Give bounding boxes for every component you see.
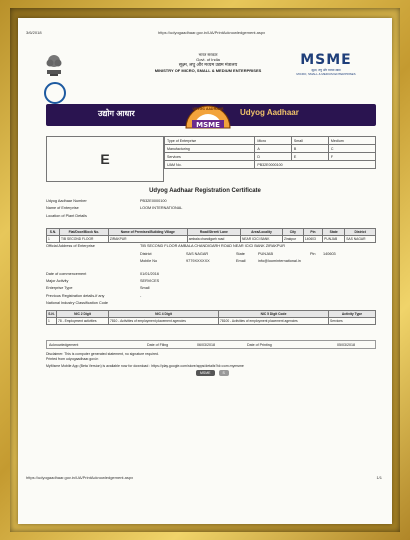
- office-mobile-label: Mobile No: [140, 259, 158, 263]
- seal-msme-text: MSME: [196, 121, 220, 129]
- msme-app-badge[interactable]: MSME: [196, 370, 215, 376]
- filing-date-value: 06/03/2018: [197, 343, 215, 347]
- band-title-hindi: उद्योग आधार: [98, 109, 135, 118]
- app-download-note: MyMsme Mobile App (Beta Version) is available now for download : https://play.google.com/store/apps/details?id=com.mymsme: [46, 364, 244, 368]
- msme-logo: [286, 52, 366, 80]
- ring-logo-icon: [44, 82, 66, 104]
- office-district-value: SAS NAGAR: [186, 252, 209, 256]
- office-pin-label: Pin: [310, 252, 316, 256]
- msme-sub-english: MICRO, SMALL & MEDIUM ENTERPRISES: [296, 72, 356, 76]
- table-row: Manufacturing A B C: [165, 145, 376, 153]
- field-value: LOOM INTERNATIONAL: [140, 206, 183, 210]
- gov-line-english: Govt. of India: [196, 57, 220, 63]
- office-address-label: Official Address of Enterprise: [46, 244, 95, 248]
- table-row: Type of Enterprise Micro Small Medium: [165, 137, 376, 145]
- table-row: UAM No. PB32E0000100: [165, 161, 376, 169]
- field-value: PB32E0000100: [140, 199, 167, 203]
- office-district-label: District: [140, 252, 152, 256]
- msme-sub-hindi: सूक्ष्म, लघु और मध्यम उद्यम: [311, 68, 341, 72]
- nic-code-table: [46, 310, 376, 325]
- office-pin-value: 140603: [323, 252, 336, 256]
- ministry-english: MINISTRY OF MICRO, SMALL & MEDIUM ENTERPRISES: [154, 67, 262, 73]
- field-value: -: [140, 294, 142, 298]
- acknowledgement-row: [46, 340, 376, 349]
- table-row: 1 TIB SECOND FLOOR ZIRAKPUR ambala chandigarh road NEAR ICICI BANK Zirakpur 140603 PUNJAB SAS NAGAR: [47, 236, 376, 243]
- app-badges: [196, 370, 229, 376]
- field-label: Location of Plant Details: [46, 214, 87, 218]
- office-state-value: PUNJAB: [258, 252, 273, 256]
- field-label: Previous Registration details-if any: [46, 294, 105, 298]
- office-address-value: TIB SECOND FLOOR AMBALA CHANDIGARH ROAD NEAR ICICI BANK ZIRAKPUR: [140, 244, 285, 248]
- national-emblem-icon: [44, 52, 64, 78]
- office-mobile-value: 9779XXXXXX: [186, 259, 210, 263]
- field-label: Date of commencement: [46, 272, 87, 276]
- certificate-document: [18, 18, 392, 524]
- office-email-label: Email: [236, 259, 246, 263]
- print-date: 3/6/2018: [26, 30, 42, 35]
- plant-details-table: [46, 228, 376, 243]
- field-label: Name of Enterprise: [46, 206, 79, 210]
- office-email-value: info@loominternational.in: [258, 259, 301, 263]
- page-number: 1/1: [376, 475, 382, 480]
- field-label: Enterprise Type: [46, 286, 73, 290]
- field-value: 01/01/2016: [140, 272, 160, 276]
- printed-from: Printed from udyogaadhaar.gov.in: [46, 357, 99, 361]
- ack-label: Acknowledgement: [49, 343, 79, 347]
- msme-logo-text: MSME: [300, 52, 352, 68]
- secondary-app-badge[interactable]: S: [219, 370, 229, 376]
- field-value: SERVICES: [140, 279, 160, 283]
- disclaimer: Disclaimer: This is computer generated statement, no signature required.: [46, 352, 159, 356]
- office-state-label: State: [236, 252, 245, 256]
- printing-date-value: 05/03/2018: [337, 343, 355, 347]
- gov-line-hindi: भारत सरकार: [198, 52, 218, 57]
- field-label: National Industry Classification Code: [46, 301, 109, 305]
- ministry-hindi: सूक्ष्म, लघु और मध्यम उद्यम मंत्रालय: [178, 62, 238, 68]
- udyog-aadhaar-seal-icon: [180, 98, 236, 130]
- field-label: Major Activity: [46, 279, 69, 283]
- seal-top-text: UDYOG AADHAAR: [192, 107, 224, 111]
- filing-date-label: Date of Filing: [147, 343, 169, 347]
- table-header-row: S.N. Flat/Door/Block No. Name of Premises/Building Village Road/Street/ Lane Area/Locality City Pin State District: [47, 229, 376, 236]
- government-header: [138, 52, 278, 73]
- field-value: Small: [140, 286, 150, 290]
- table-row: 1 78 - Employment activities 7810 - Activities of employment placement agencies 78100 - Activities of employment placement agencies Services: [47, 318, 376, 325]
- print-url-header: https://udyogaadhaar.gov.in/UA/PrintAcknowledgement.aspx: [158, 30, 266, 35]
- table-header-row: S.N. NIC 2 Digit NIC 4 Digit NIC 5 Digit Code Activity Type: [47, 311, 376, 318]
- field-label: Udyog Aadhaar Number: [46, 199, 87, 203]
- enterprise-type-table: [164, 136, 376, 169]
- table-row: Services D E F: [165, 153, 376, 161]
- certificate-title: Udyog Aadhaar Registration Certificate: [149, 188, 261, 194]
- enterprise-grade: E: [46, 136, 164, 182]
- print-url-footer: https://udyogaadhaar.gov.in/UA/PrintAcknowledgement.aspx: [26, 475, 134, 480]
- band-title-english: Udyog Aadhaar: [240, 108, 299, 117]
- printing-date-label: Date of Printing: [247, 343, 272, 347]
